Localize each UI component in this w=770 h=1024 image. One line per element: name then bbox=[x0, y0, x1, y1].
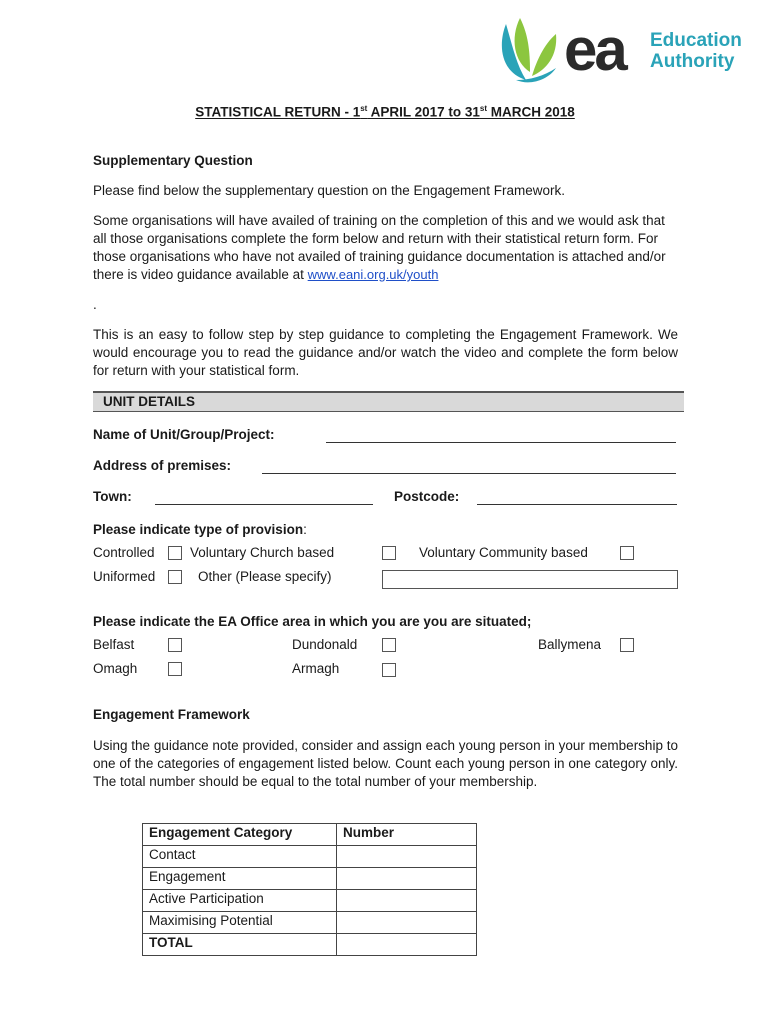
logo-line-authority: Authority bbox=[650, 51, 735, 72]
col-engagement-category: Engagement Category bbox=[143, 824, 337, 846]
dundonald-label: Dundonald bbox=[292, 637, 358, 652]
belfast-checkbox[interactable] bbox=[168, 638, 182, 652]
omagh-checkbox[interactable] bbox=[168, 662, 182, 676]
supplementary-heading: Supplementary Question bbox=[93, 153, 253, 168]
total-cell: TOTAL bbox=[143, 934, 337, 956]
armagh-checkbox[interactable] bbox=[382, 663, 396, 677]
table-row bbox=[143, 890, 477, 912]
other-specify-field[interactable] bbox=[382, 570, 678, 589]
total-number-cell[interactable] bbox=[337, 934, 477, 956]
ballymena-label: Ballymena bbox=[538, 637, 602, 652]
uniformed-checkbox[interactable] bbox=[168, 570, 182, 584]
page-title bbox=[0, 104, 770, 120]
title-suffix: MARCH 2018 bbox=[487, 104, 575, 120]
logo-line-education: Education bbox=[650, 30, 742, 51]
title-sup-2: st bbox=[479, 104, 488, 113]
provision-heading-text: Please indicate type of provision bbox=[93, 522, 304, 537]
address-label: Address of premises: bbox=[93, 458, 232, 473]
table-row bbox=[143, 846, 477, 868]
logo-letters: ea bbox=[564, 16, 625, 83]
table-header-row bbox=[143, 824, 477, 846]
ballymena-checkbox[interactable] bbox=[620, 638, 634, 652]
category-cell: Active Participation bbox=[143, 890, 337, 912]
town-field[interactable] bbox=[155, 504, 373, 505]
office-heading: Please indicate the EA Office area in which you are you are situated; bbox=[93, 614, 532, 629]
title-mid: APRIL 2017 to 31 bbox=[367, 104, 480, 120]
dundonald-checkbox[interactable] bbox=[382, 638, 396, 652]
supplementary-para2: This is an easy to follow step by step guidance to completing the Engagement Framework. We would encourage you to read the guidance and/or watch the video and complete the form below for return with your statistical form. bbox=[93, 327, 678, 378]
logo-text bbox=[650, 30, 742, 72]
voluntary-community-label: Voluntary Community based bbox=[419, 545, 588, 560]
number-cell[interactable] bbox=[337, 868, 477, 890]
unit-details-header bbox=[93, 391, 684, 412]
controlled-checkbox[interactable] bbox=[168, 546, 182, 560]
number-cell[interactable] bbox=[337, 890, 477, 912]
title-prefix: STATISTICAL RETURN - 1 bbox=[195, 104, 361, 120]
voluntary-church-checkbox[interactable] bbox=[382, 546, 396, 560]
engagement-heading: Engagement Framework bbox=[93, 707, 250, 722]
guidance-link[interactable]: www.eani.org.uk/youth bbox=[307, 267, 439, 282]
category-cell: Engagement bbox=[143, 868, 337, 890]
number-cell[interactable] bbox=[337, 846, 477, 868]
uniformed-label: Uniformed bbox=[93, 569, 156, 584]
omagh-label: Omagh bbox=[93, 661, 138, 676]
ea-logo bbox=[496, 14, 748, 86]
town-label: Town: bbox=[93, 489, 132, 504]
category-cell: Contact bbox=[143, 846, 337, 868]
engagement-table bbox=[142, 823, 477, 956]
leaf-icon bbox=[496, 14, 566, 86]
postcode-label: Postcode: bbox=[394, 489, 460, 504]
col-number: Number bbox=[337, 824, 477, 846]
supplementary-para1-text: Some organisations will have availed of training on the completion of this and we would ask that all those organisations complete the form below and return with their statistical return form. For those organisations who have not availed of training guidance documentation is attached and/or there is video guidance available at bbox=[93, 213, 666, 282]
armagh-label: Armagh bbox=[292, 661, 340, 676]
table-row bbox=[143, 868, 477, 890]
belfast-label: Belfast bbox=[93, 637, 135, 652]
voluntary-church-label: Voluntary Church based bbox=[190, 545, 335, 560]
number-cell[interactable] bbox=[337, 912, 477, 934]
postcode-field[interactable] bbox=[477, 504, 677, 505]
table-row bbox=[143, 912, 477, 934]
supplementary-para1 bbox=[93, 212, 678, 284]
title-sup-1: st bbox=[360, 104, 368, 113]
table-row-total bbox=[143, 934, 477, 956]
unit-name-label: Name of Unit/Group/Project: bbox=[93, 427, 275, 442]
voluntary-community-checkbox[interactable] bbox=[620, 546, 634, 560]
unit-details-header-label: UNIT DETAILS bbox=[103, 394, 195, 409]
provision-heading-colon: : bbox=[303, 522, 307, 537]
engagement-para: Using the guidance note provided, consider and assign each young person in your membership to one of the categories of engagement listed below. Count each young person in one category only. The total number should be equal to the total number of your membership. bbox=[93, 738, 678, 789]
controlled-label: Controlled bbox=[93, 545, 155, 560]
supplementary-intro: Please find below the supplementary question on the Engagement Framework. bbox=[93, 183, 566, 198]
address-field[interactable] bbox=[262, 473, 676, 474]
provision-heading bbox=[93, 522, 307, 537]
category-cell: Maximising Potential bbox=[143, 912, 337, 934]
unit-name-field[interactable] bbox=[326, 442, 676, 443]
stray-dot: . bbox=[93, 297, 97, 312]
other-label: Other (Please specify) bbox=[198, 569, 332, 584]
